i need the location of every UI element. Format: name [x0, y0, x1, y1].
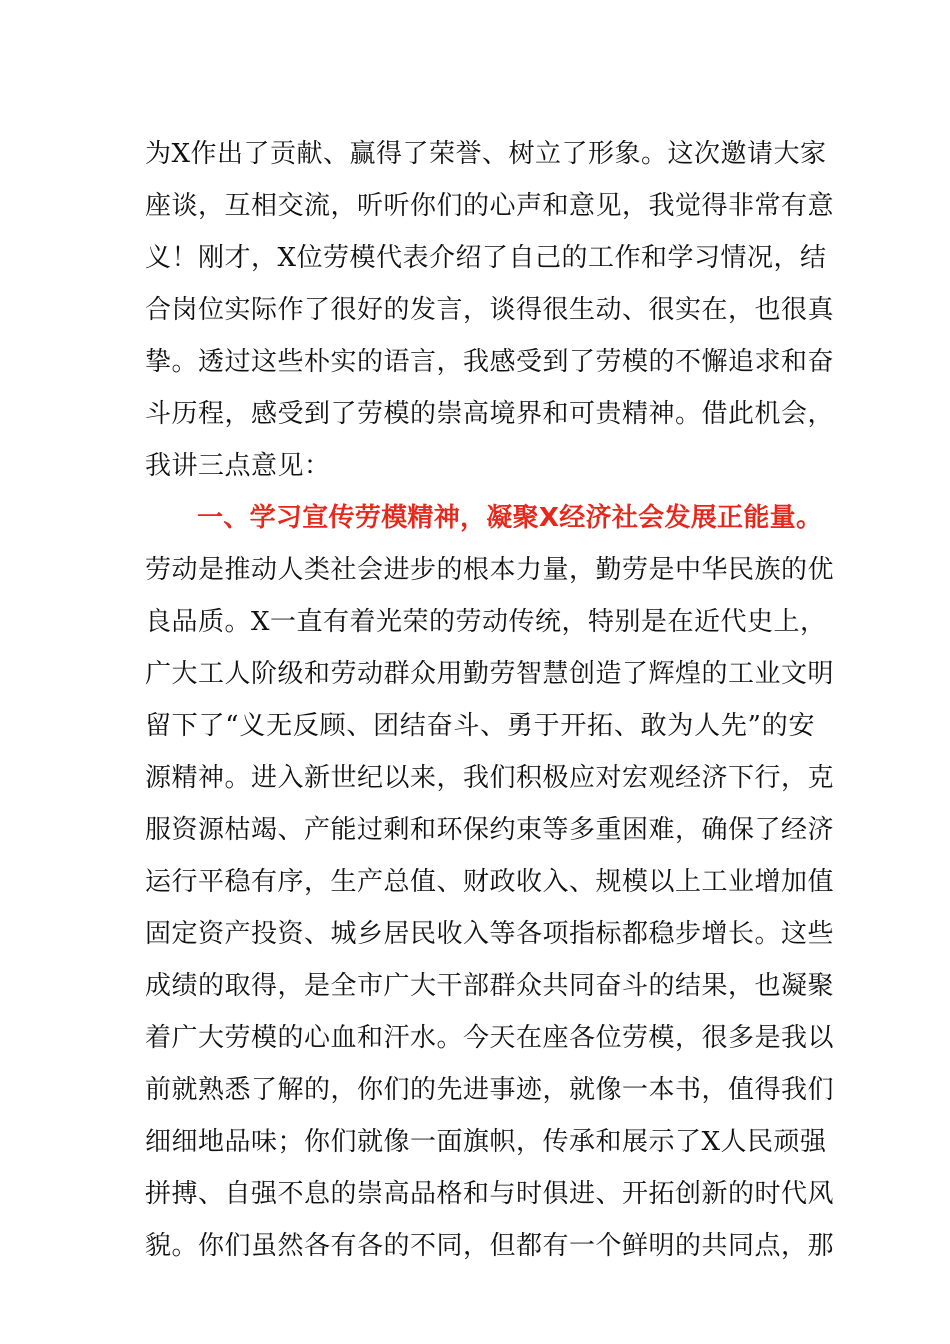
text-line: 广大工人阶级和劳动群众用勤劳智慧创造了辉煌的工业文明	[145, 659, 835, 689]
text-line: 我讲三点意见：	[145, 451, 331, 481]
text-line: 合岗位实际作了很好的发言，谈得很生动、很实在，也很真	[145, 295, 835, 325]
text-line: 服资源枯竭、产能过剩和环保约束等多重困难，确保了经济	[145, 815, 835, 845]
text-line: 拼搏、自强不息的崇高品格和与时俱进、开拓创新的时代风	[145, 1179, 835, 1209]
speech-text	[145, 128, 835, 1272]
text-line: 义！刚才，X位劳模代表介绍了自己的工作和学习情况，结	[145, 243, 827, 273]
text-line: 座谈，互相交流，听听你们的心声和意见，我觉得非常有意	[145, 191, 835, 221]
section-heading: 一、学习宣传劳模精神，凝聚X经济社会发展正能量。	[197, 503, 823, 533]
text-line: 前就熟悉了解的，你们的先进事迹，就像一本书，值得我们	[145, 1075, 835, 1105]
text-line: 着广大劳模的心血和汗水。今天在座各位劳模，很多是我以	[145, 1023, 835, 1053]
text-line: 细细地品味；你们就像一面旗帜，传承和展示了X人民顽强	[145, 1127, 827, 1157]
text-line: 源精神。进入新世纪以来，我们积极应对宏观经济下行，克	[145, 763, 835, 793]
text-line: 貌。你们虽然各有各的不同，但都有一个鲜明的共同点，那	[145, 1231, 835, 1261]
text-line: 良品质。X一直有着光荣的劳动传统，特别是在近代史上，	[145, 607, 827, 637]
text-line: 成绩的取得，是全市广大干部群众共同奋斗的结果，也凝聚	[145, 971, 835, 1001]
text-line: 为X作出了贡献、赢得了荣誉、树立了形象。这次邀请大家	[145, 139, 827, 169]
text-line: 留下了“义无反顾、团结奋斗、勇于开拓、敢为人先”的安	[145, 711, 815, 741]
text-line: 挚。透过这些朴实的语言，我感受到了劳模的不懈追求和奋	[145, 347, 835, 377]
text-line: 劳动是推动人类社会进步的根本力量，勤劳是中华民族的优	[145, 555, 835, 585]
text-line: 运行平稳有序，生产总值、财政收入、规模以上工业增加值	[145, 867, 835, 897]
text-line: 斗历程，感受到了劳模的崇高境界和可贵精神。借此机会，	[145, 399, 835, 429]
text-line: 固定资产投资、城乡居民收入等各项指标都稳步增长。这些	[145, 919, 835, 949]
